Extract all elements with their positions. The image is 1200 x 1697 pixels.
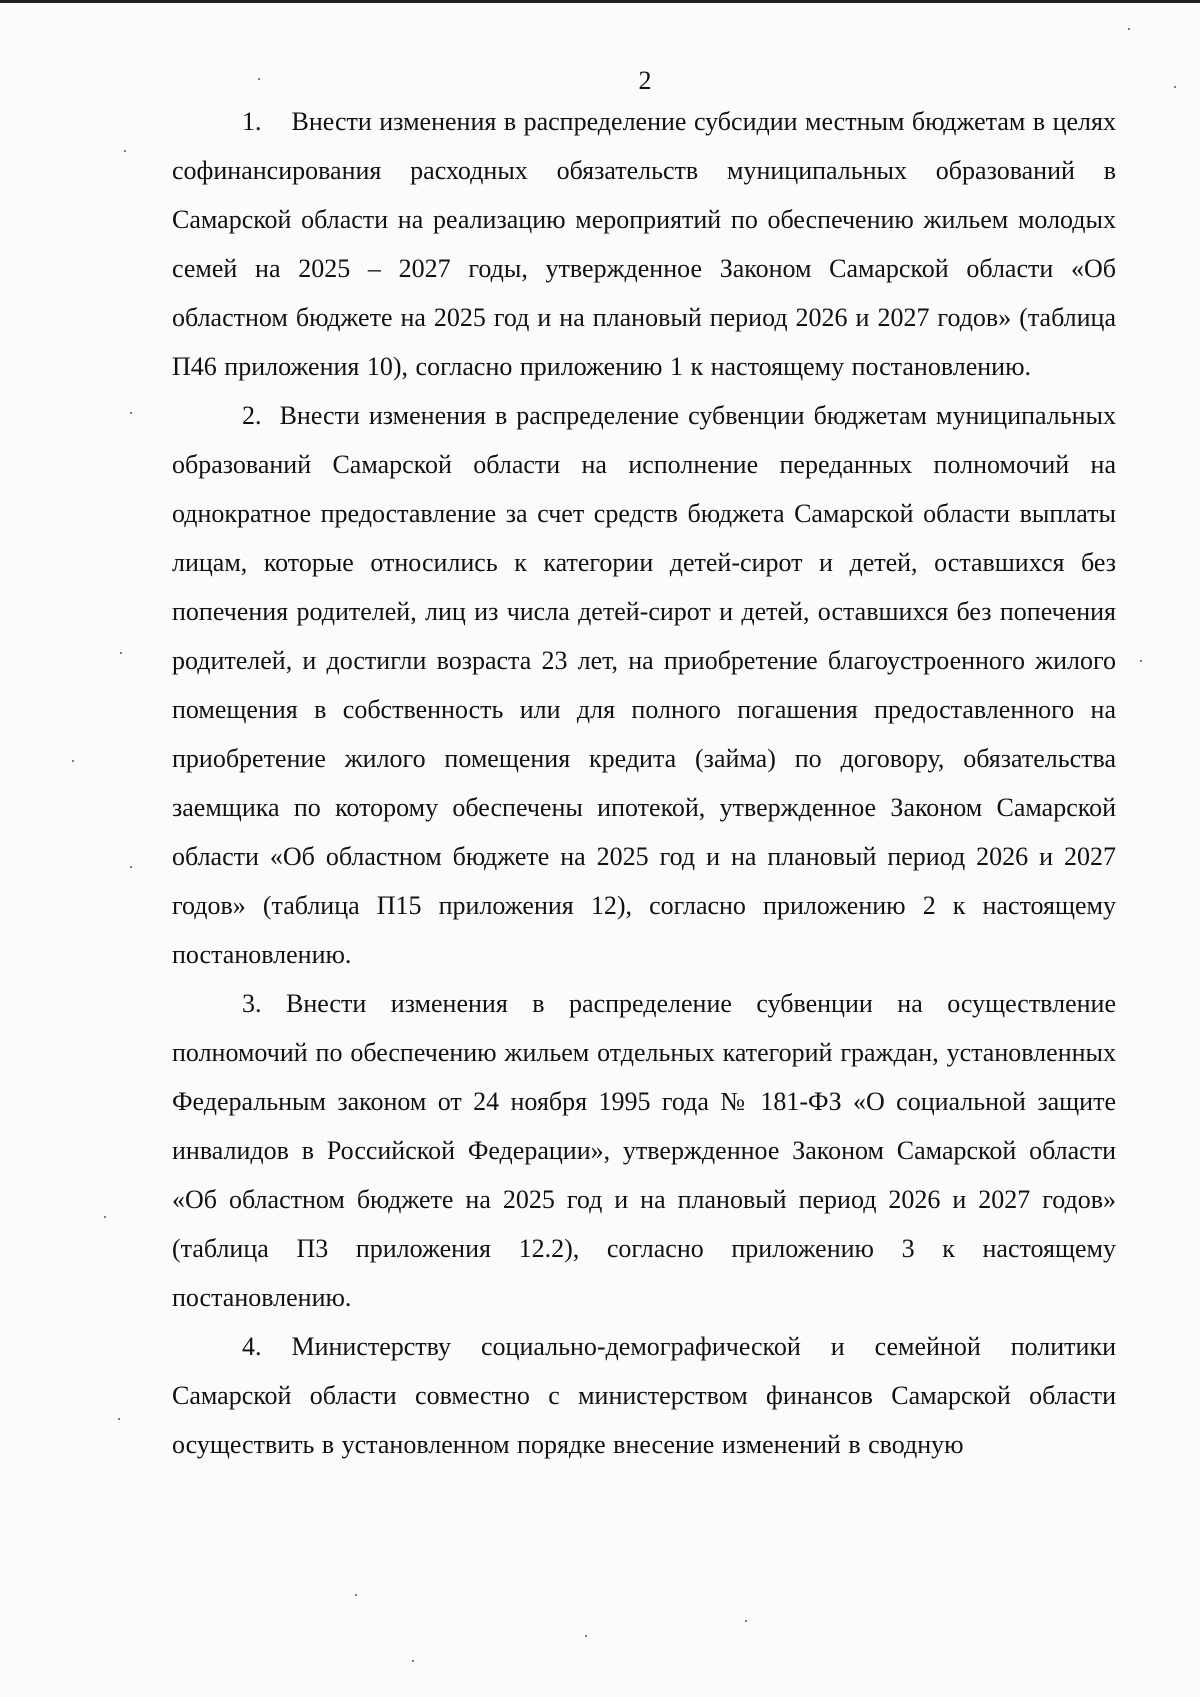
scan-speck [104, 1216, 106, 1218]
scan-speck [745, 1620, 747, 1622]
page-number: 2 [638, 66, 652, 95]
scan-speck [1128, 28, 1130, 30]
scan-speck [1140, 660, 1142, 662]
scan-speck [124, 150, 126, 152]
paragraph-4: 4. Министерству социально-демографической и семейной политики Самарской области совместно с министерством финансов Самарской области осуществить в установленном порядке внесение изменений в сводную [172, 1332, 1116, 1459]
scan-speck [130, 412, 132, 414]
scan-speck [258, 78, 260, 80]
scan-speck [130, 866, 132, 868]
paragraph-2: 2. Внести изменения в распределение субвенции бюджетам муниципальных образований Самарской области на исполнение переданных полномочий на однократное предоставление за счет средств бюджета Самарской области выплаты лицам, которые относились к категории детей-сирот и детей, оставшихся без попечения родителей, лиц из числа детей-сирот и детей, оставшихся без попечения родителей, и достигли возраста 23 лет, на приобретение благоустроенного жилого помещения в собственность или для полного погашения предоставленного на приобретение жилого помещения кредита (займа) по договору, обязательства заемщика по которому обеспечены ипотекой, утвержденное Законом Самарской области «Об областном бюджете на 2025 год и на плановый период 2026 и 2027 годов» (таблица П15 приложения 12), согласно приложению 2 к настоящему постановлению. [172, 401, 1116, 969]
scan-speck [120, 652, 122, 654]
scan-speck [355, 1594, 357, 1596]
paragraph-3: 3. Внести изменения в распределение субвенции на осуществление полномочий по обеспечению жильем отдельных категорий граждан, установленных Федеральным законом от 24 ноября 1995 года № 181-ФЗ «О социальной защите инвалидов в Российской Федерации», утвержденное Законом Самарской области «Об областном бюджете на 2025 год и на плановый период 2026 и 2027 годов» (таблица П3 приложения 12.2), согласно приложению 3 к настоящему постановлению. [172, 989, 1116, 1312]
scan-speck [1174, 86, 1176, 88]
scan-top-edge [0, 0, 1200, 3]
document-body [172, 97, 1116, 1469]
scan-speck [118, 1418, 120, 1420]
scan-speck [585, 1635, 587, 1637]
scan-speck [412, 1660, 414, 1662]
paragraph-1: 1. Внести изменения в распределение субсидии местным бюджетам в целях софинансирования расходных обязательств муниципальных образований в Самарской области на реализацию мероприятий по обеспечению жильем молодых семей на 2025 – 2027 годы, утвержденное Законом Самарской области «Об областном бюджете на 2025 год и на плановый период 2026 и 2027 годов» (таблица П46 приложения 10), согласно приложению 1 к настоящему постановлению. [172, 107, 1116, 381]
scan-speck [72, 760, 74, 762]
